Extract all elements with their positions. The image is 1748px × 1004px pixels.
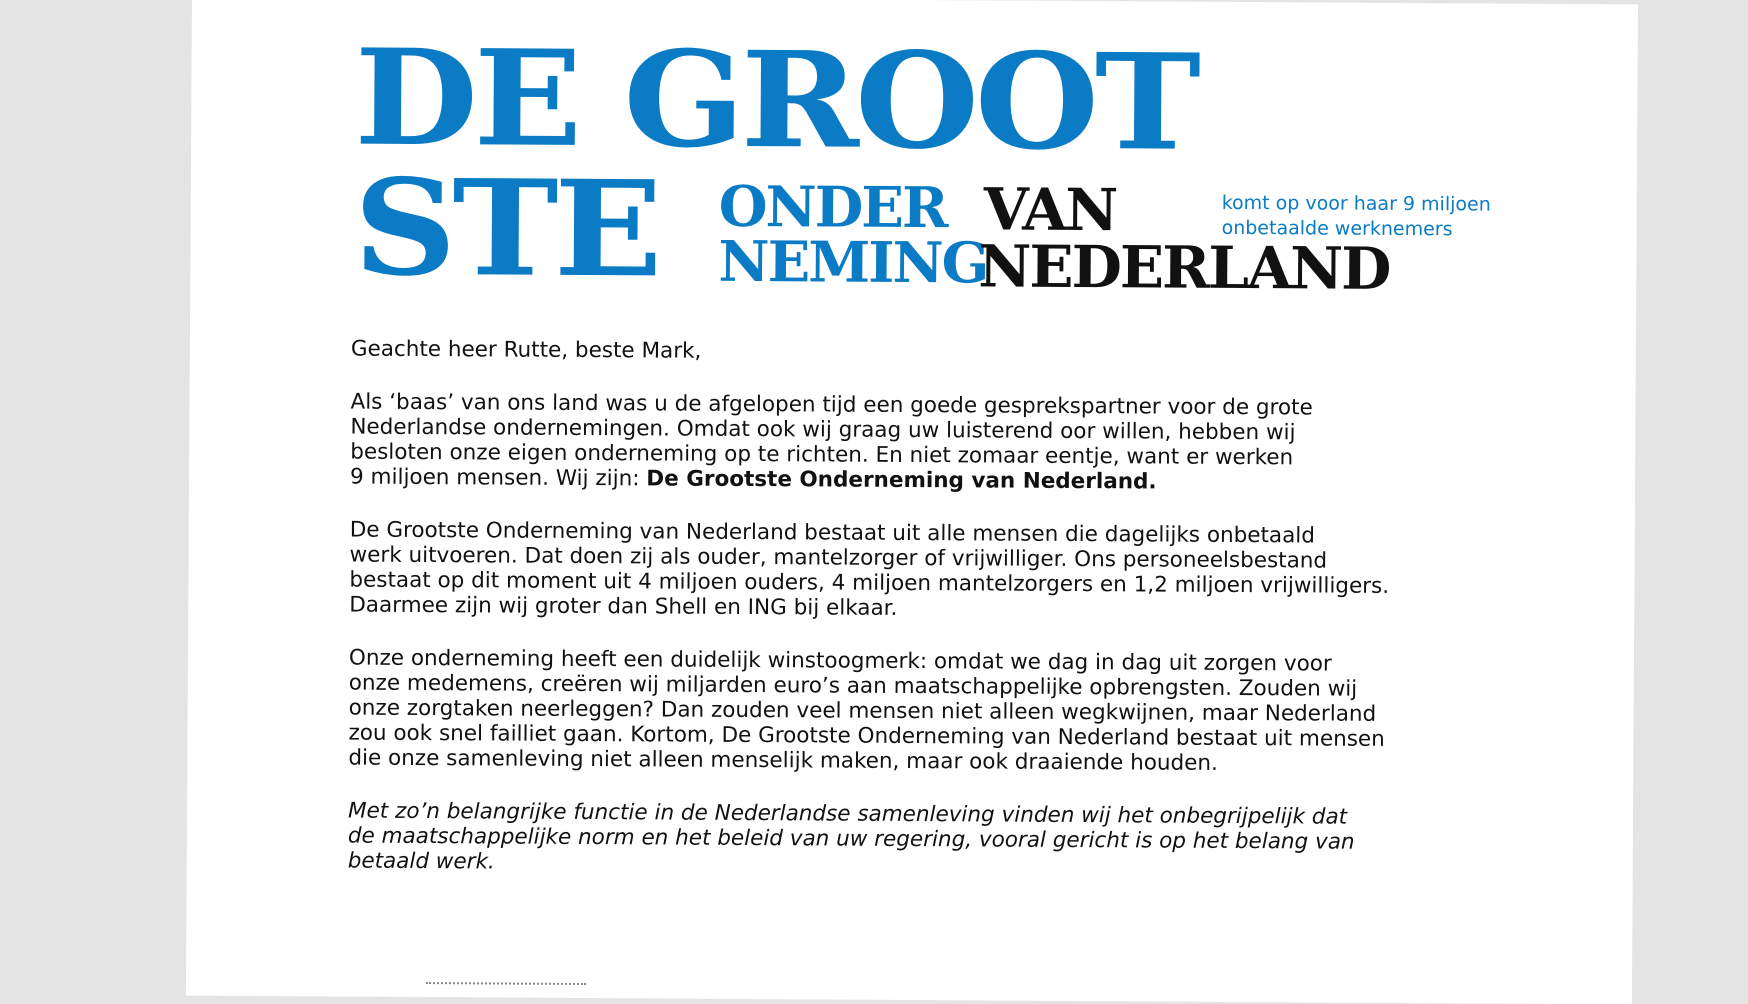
masthead-van: VAN bbox=[983, 175, 1117, 245]
paragraph-3 bbox=[348, 646, 1549, 778]
masthead-logo bbox=[353, 20, 1555, 310]
letter-page bbox=[186, 0, 1638, 1004]
paragraph-4 bbox=[348, 799, 1548, 881]
paragraph-2-line: Daarmee zijn wij groter dan Shell en ING bij elkaar. bbox=[349, 592, 898, 621]
masthead-tagline bbox=[1222, 191, 1491, 243]
paragraph-3-line: onze zorgtaken neerleggen? Dan zouden veel mensen niet alleen wegkwijnen, maar Nederland bbox=[348, 695, 1377, 727]
paragraph-1-last-prefix: 9 miljoen mensen. Wij zijn: bbox=[349, 464, 647, 492]
paragraph-1-line: besloten onze eigen onderneming op te richten. En niet zomaar eentje, want er werken bbox=[350, 439, 1294, 471]
paragraph-1 bbox=[350, 390, 1551, 497]
paragraph-3-line: Onze onderneming heeft een duidelijk winstoogmerk: omdat we dag in dag uit zorgen voor bbox=[348, 645, 1332, 677]
masthead-neming: NEMING bbox=[718, 228, 988, 297]
paragraph-4-line: betaald werk. bbox=[347, 848, 495, 875]
paragraph-3-line: zou ook snel failliet gaan. Kortom, De Grootste Onderneming van Nederland bestaat uit mensen bbox=[348, 720, 1385, 752]
paragraph-2-line: De Grootste Onderneming van Nederland bestaat uit alle mensen die dagelijks onbetaald bbox=[349, 517, 1315, 549]
paragraph-1-line: Nederlandse ondernemingen. Omdat ook wij graag uw luisterend oor willen, hebben wij bbox=[350, 414, 1296, 446]
paragraph-2 bbox=[349, 518, 1550, 625]
masthead-nederland: NEDERLAND bbox=[978, 232, 1390, 303]
letter-body bbox=[347, 337, 1550, 909]
tagline-line-2: onbetaalde werknemers bbox=[1221, 216, 1453, 241]
company-name-bold: De Grootste Onderneming van Nederland. bbox=[646, 466, 1157, 495]
paragraph-3-line: onze medemens, creëren wij miljarden euro’s aan maatschappelijke opbrengsten. Zouden wij bbox=[348, 670, 1358, 702]
masthead-line-1: DE GROOT bbox=[353, 20, 1197, 181]
masthead-line-2: STE bbox=[353, 150, 659, 308]
cut-off-text-fragment bbox=[426, 982, 586, 991]
paragraph-1-line: Als ‘baas’ van ons land was u de afgelopen tijd een goede gesprekspartner voor de grote bbox=[350, 389, 1313, 421]
salutation: Geachte heer Rutte, beste Mark, bbox=[350, 336, 702, 364]
paragraph-4-line: de maatschappelijke norm en het beleid van uw regering, vooral gericht is op het belang van bbox=[347, 823, 1355, 855]
paragraph-2-line: werk uitvoeren. Dat doen zij als ouder, mantelzorger of vrijwilliger. Ons personeelsbestand bbox=[349, 542, 1328, 574]
masthead-onder: ONDER bbox=[718, 173, 947, 242]
paragraph-4-line: Met zo’n belangrijke functie in de Nederlandse samenleving vinden wij het onbegrijpelijk dat bbox=[347, 798, 1348, 830]
paragraph-2-line: bestaat op dit moment uit 4 miljoen ouders, 4 miljoen mantelzorgers en 1,2 miljoen vrijwilligers. bbox=[349, 567, 1390, 599]
tagline-line-1: komt op voor haar 9 miljoen bbox=[1221, 191, 1491, 216]
paragraph-3-line: die onze samenleving niet alleen menselijk maken, maar ook draaiende houden. bbox=[348, 745, 1218, 776]
